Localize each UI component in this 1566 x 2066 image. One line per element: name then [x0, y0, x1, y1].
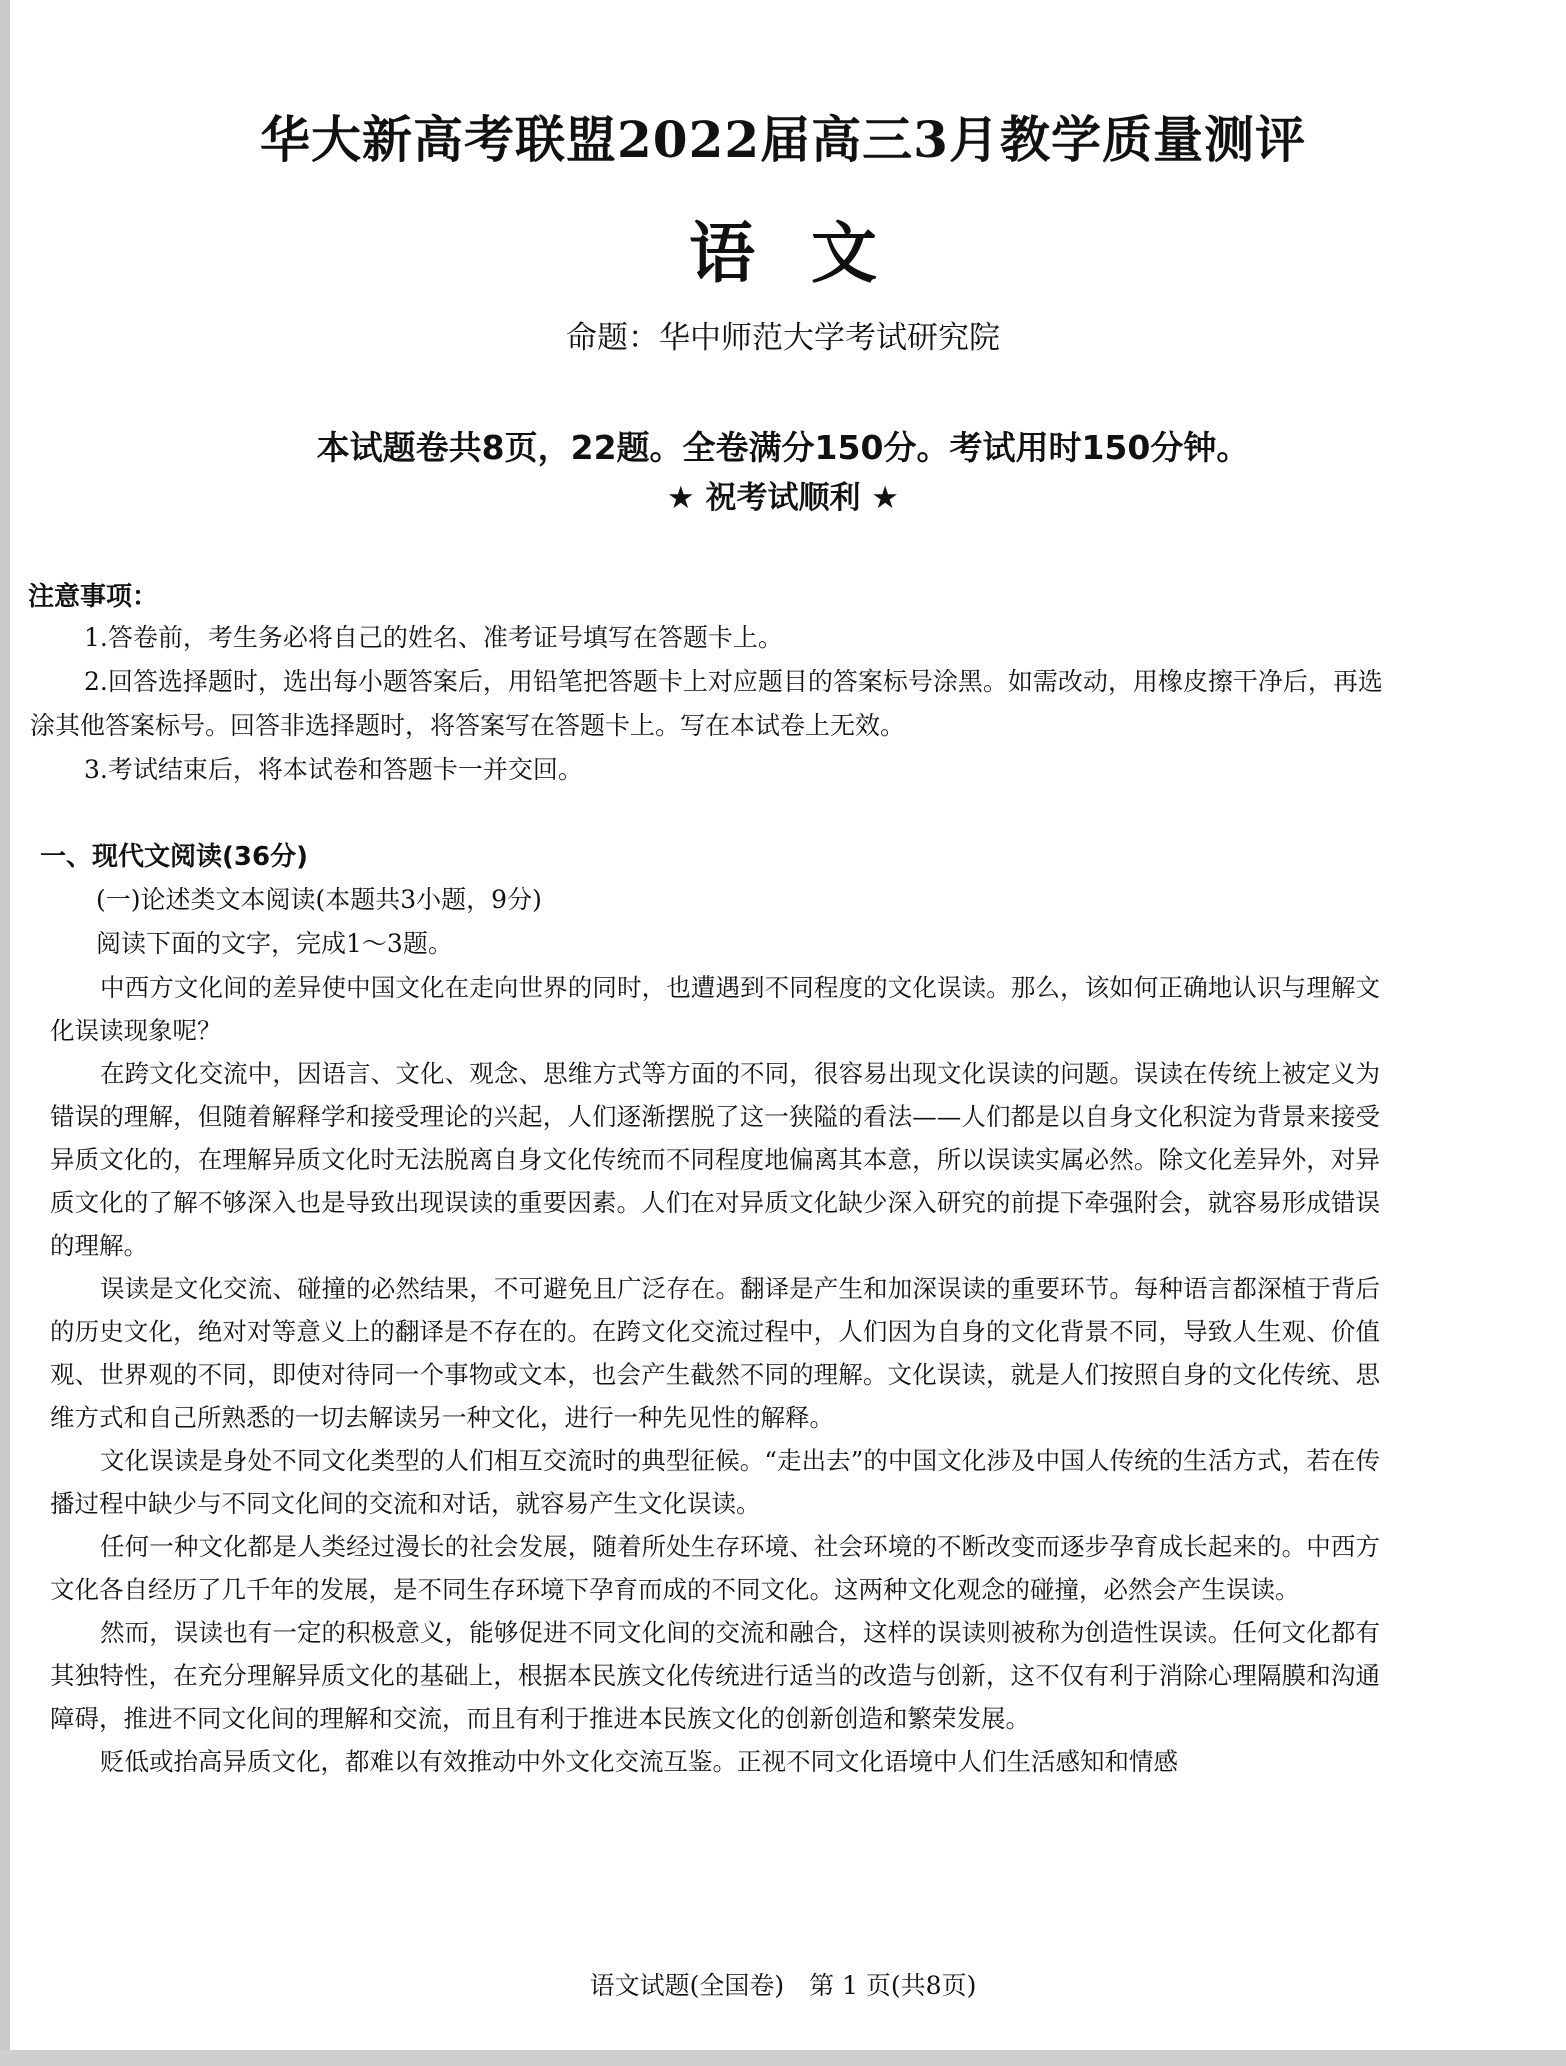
- reading-passage: [50, 966, 1380, 1783]
- passage-paragraph: 中西方文化间的差异使中国文化在走向世界的同时，也遭遇到不同程度的文化误读。那么，该如何正确地认识与理解文化误读现象呢？: [50, 973, 1380, 1045]
- passage-paragraph: 贬低或抬高异质文化，都难以有效推动中外文化交流互鉴。正视不同文化语境中人们生活感知和情感: [100, 1747, 1178, 1776]
- scan-edge-shadow: [0, 0, 10, 2066]
- notice-title: 注意事项：: [28, 582, 159, 612]
- section-heading: 一、现代文阅读(36分): [40, 842, 308, 872]
- notice-item-1: 1.答卷前，考生务必将自己的姓名、准考证号填写在答题卡上。: [84, 623, 783, 652]
- notice-item-2: 2.回答选择题时，选出每小题答案后，用铅笔把答题卡上对应题目的答案标号涂黑。如需改动，用橡皮擦干净后，再选涂其他答案标号。回答非选择题时，将答案写在答题卡上。写在本试卷上无效。: [30, 667, 1383, 740]
- author-line: 命题：华中师范大学考试研究院: [566, 320, 1000, 356]
- subsection-heading: (一)论述类文本阅读(本题共3小题，9分): [96, 885, 542, 914]
- reading-instruction: 阅读下面的文字，完成1～3题。: [96, 929, 453, 958]
- page-footer: 语文试题(全国卷) 第 1 页(共8页): [589, 1971, 977, 2000]
- notice-item-3: 3.考试结束后，将本试卷和答题卡一并交回。: [84, 755, 583, 784]
- scan-bottom-shadow: [0, 2050, 1566, 2066]
- passage-paragraph: 在跨文化交流中，因语言、文化、观念、思维方式等方面的不同，很容易出现文化误读的问题。误读在传统上被定义为错误的理解，但随着解释学和接受理论的兴起，人们逐渐摆脱了这一狭隘的看法——人们都是以自身文化积淀为背景来接受异质文化的，在理解异质文化时无法脱离自身文化传统而不同程度地偏离其本意，所以误读实属必然。除文化差异外，对异质文化的了解不够深入也是导致出现误读的重要因素。人们在对异质文化缺少深入研究的前提下牵强附会，就容易形成错误的理解。: [50, 1059, 1380, 1260]
- exam-info: 本试题卷共8页，22题。全卷满分150分。考试用时150分钟。: [316, 428, 1250, 467]
- passage-paragraph: 任何一种文化都是人类经过漫长的社会发展，随着所处生存环境、社会环境的不断改变而逐步孕育成长起来的。中西方文化各自经历了几千年的发展，是不同生存环境下孕育而成的不同文化。这两种文化观念的碰撞，必然会产生误读。: [50, 1532, 1380, 1604]
- notice-list: [30, 616, 1400, 792]
- good-luck-line: ★ 祝考试顺利 ★: [666, 480, 900, 516]
- passage-paragraph: 文化误读是身处不同文化类型的人们相互交流时的典型征候。“走出去”的中国文化涉及中国人传统的生活方式，若在传播过程中缺少与不同文化间的交流和对话，就容易产生文化误读。: [50, 1446, 1380, 1518]
- subject-title: 语文: [689, 215, 933, 292]
- passage-paragraph: 误读是文化交流、碰撞的必然结果，不可避免且广泛存在。翻译是产生和加深误读的重要环节。每种语言都深植于背后的历史文化，绝对对等意义上的翻译是不存在的。在跨文化交流过程中，人们因为自身的文化背景不同，导致人生观、价值观、世界观的不同，即使对待同一个事物或文本，也会产生截然不同的理解。文化误读，就是人们按照自身的文化传统、思维方式和自己所熟悉的一切去解读另一种文化，进行一种先见性的解释。: [50, 1274, 1380, 1432]
- exam-title: 华大新高考联盟2022届高三3月教学质量测评: [260, 110, 1306, 169]
- passage-paragraph: 然而，误读也有一定的积极意义，能够促进不同文化间的交流和融合，这样的误读则被称为创造性误读。任何文化都有其独特性，在充分理解异质文化的基础上，根据本民族文化传统进行适当的改造与创新，这不仅有利于消除心理隔膜和沟通障碍，推进不同文化间的理解和交流，而且有利于推进本民族文化的创新创造和繁荣发展。: [50, 1618, 1380, 1733]
